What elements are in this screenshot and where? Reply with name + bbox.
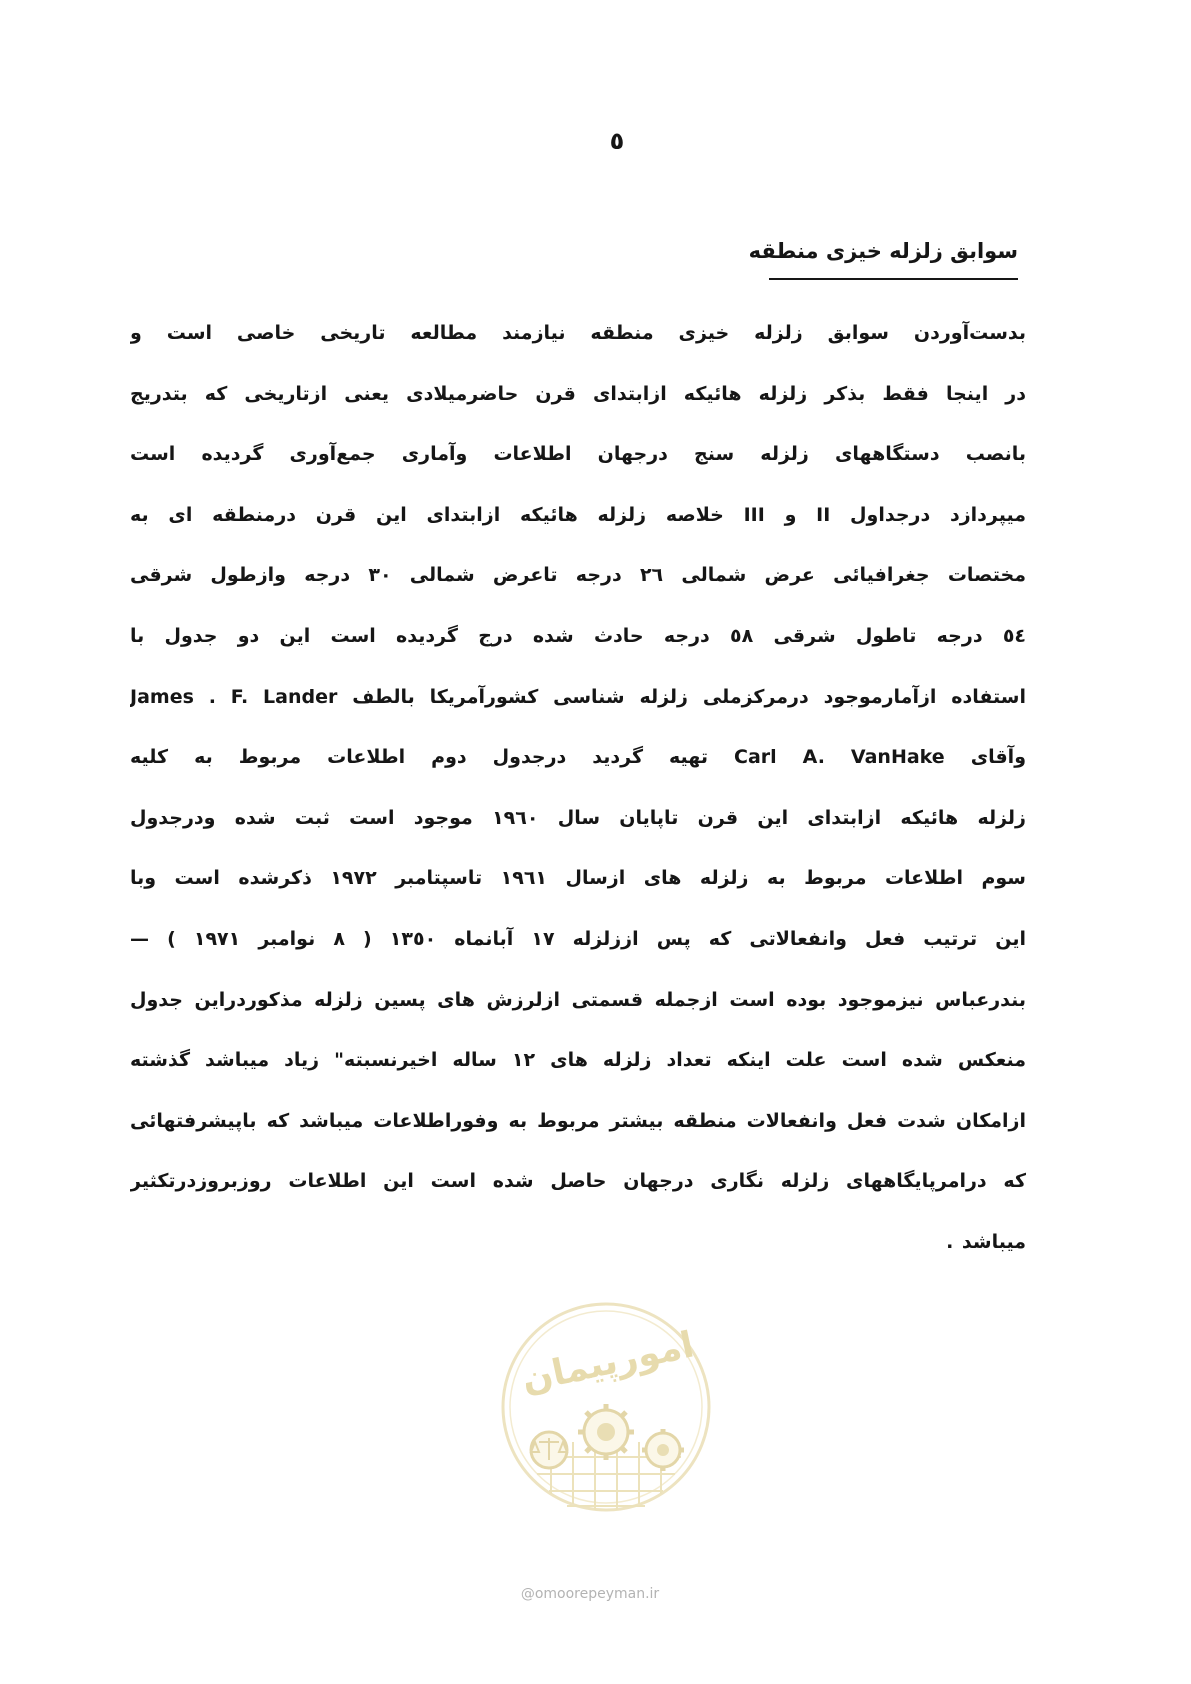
body-paragraph (130, 303, 1026, 1273)
body-line: زلزله هائیکه ازابتدای این قرن تاپایان سال ١٩٦٠ موجود است ثبت شده ودرجدول (130, 806, 1026, 829)
logo-text: امورپیمان (518, 1324, 698, 1401)
body-line: بانصب دستگاههای زلزله سنج درجهان اطلاعات وآماری جمع‌آوری گردیده است (130, 443, 1026, 466)
scales-icon (531, 1432, 567, 1468)
body-line: منعکس شده است علت اینکه تعداد زلزله های ١٢ ساله اخیرنسبته" زیاد میباشد گذشته (130, 1049, 1026, 1072)
body-line: مختصات جغرافیائی عرض شمالی ٢٦ درجه تاعرض شمالی ٣٠ درجه وازطول شرقی (130, 564, 1026, 587)
body-line: این ترتیب فعل وانفعالاتی که پس اززلزله ١٧ آبانماه ١٣٥٠ ( ٨ نوامبر ١٩٧١ ) — (130, 927, 1026, 950)
body-line: بندرعباس نیزموجود بوده است ازجمله قسمتی ازلرزش های پسین زلزله مذکوردراین جدول (130, 988, 1026, 1011)
body-line: ٥٤ درجه تاطول شرقی ٥٨ درجه حادث شده درج گردیده است این دو جدول با (130, 624, 1026, 647)
body-line: در اینجا فقط بذکر زلزله هائیکه ازابتدای قرن حاضرمیلادی یعنی ازتاریخی که بتدریج (130, 382, 1026, 405)
body-line: ازامکان شدت فعل وانفعالات منطقه بیشتر مربوط به وفوراطلاعات میباشد که باپیشرفتهائی (130, 1109, 1026, 1132)
watermark-logo (491, 1282, 721, 1532)
body-line: که درامرپایگاههای زلزله نگاری درجهان حاصل شده است این اطلاعات روزبروزدرتکثیر (130, 1170, 1026, 1193)
gear-icon (578, 1404, 634, 1460)
body-line: میپردازد درجداول II و III خلاصه زلزله هائیکه ازابتدای این قرن درمنطقه ای به (130, 503, 1026, 526)
gear-icon (642, 1429, 684, 1471)
body-line: سوم اطلاعات مربوط به زلزله های ازسال ١٩٦١ تاسپتامبر ١٩٧٢ ذکرشده است وبا (130, 867, 1026, 890)
section-heading: سوابق زلزله خیزی منطقه (748, 239, 1018, 263)
body-line: بدست‌آوردن سوابق زلزله خیزی منطقه نیازمند مطالعه تاریخی خاصی است و (130, 322, 1026, 344)
page-number: ٥ (609, 127, 625, 155)
heading-underline (769, 278, 1018, 280)
body-line: میباشد . (946, 1230, 1026, 1253)
body-line: استفاده ازآمارموجود درمرکزملی زلزله شناسی کشورآمریکا بالطف James . F. Lander (130, 685, 1026, 708)
watermark-handle: @omoorepeyman.ir (520, 1586, 660, 1602)
body-line: وآقای Carl A. VanHake تهیه گردید درجدول دوم اطلاعات مربوط به کلیه (130, 746, 1026, 769)
